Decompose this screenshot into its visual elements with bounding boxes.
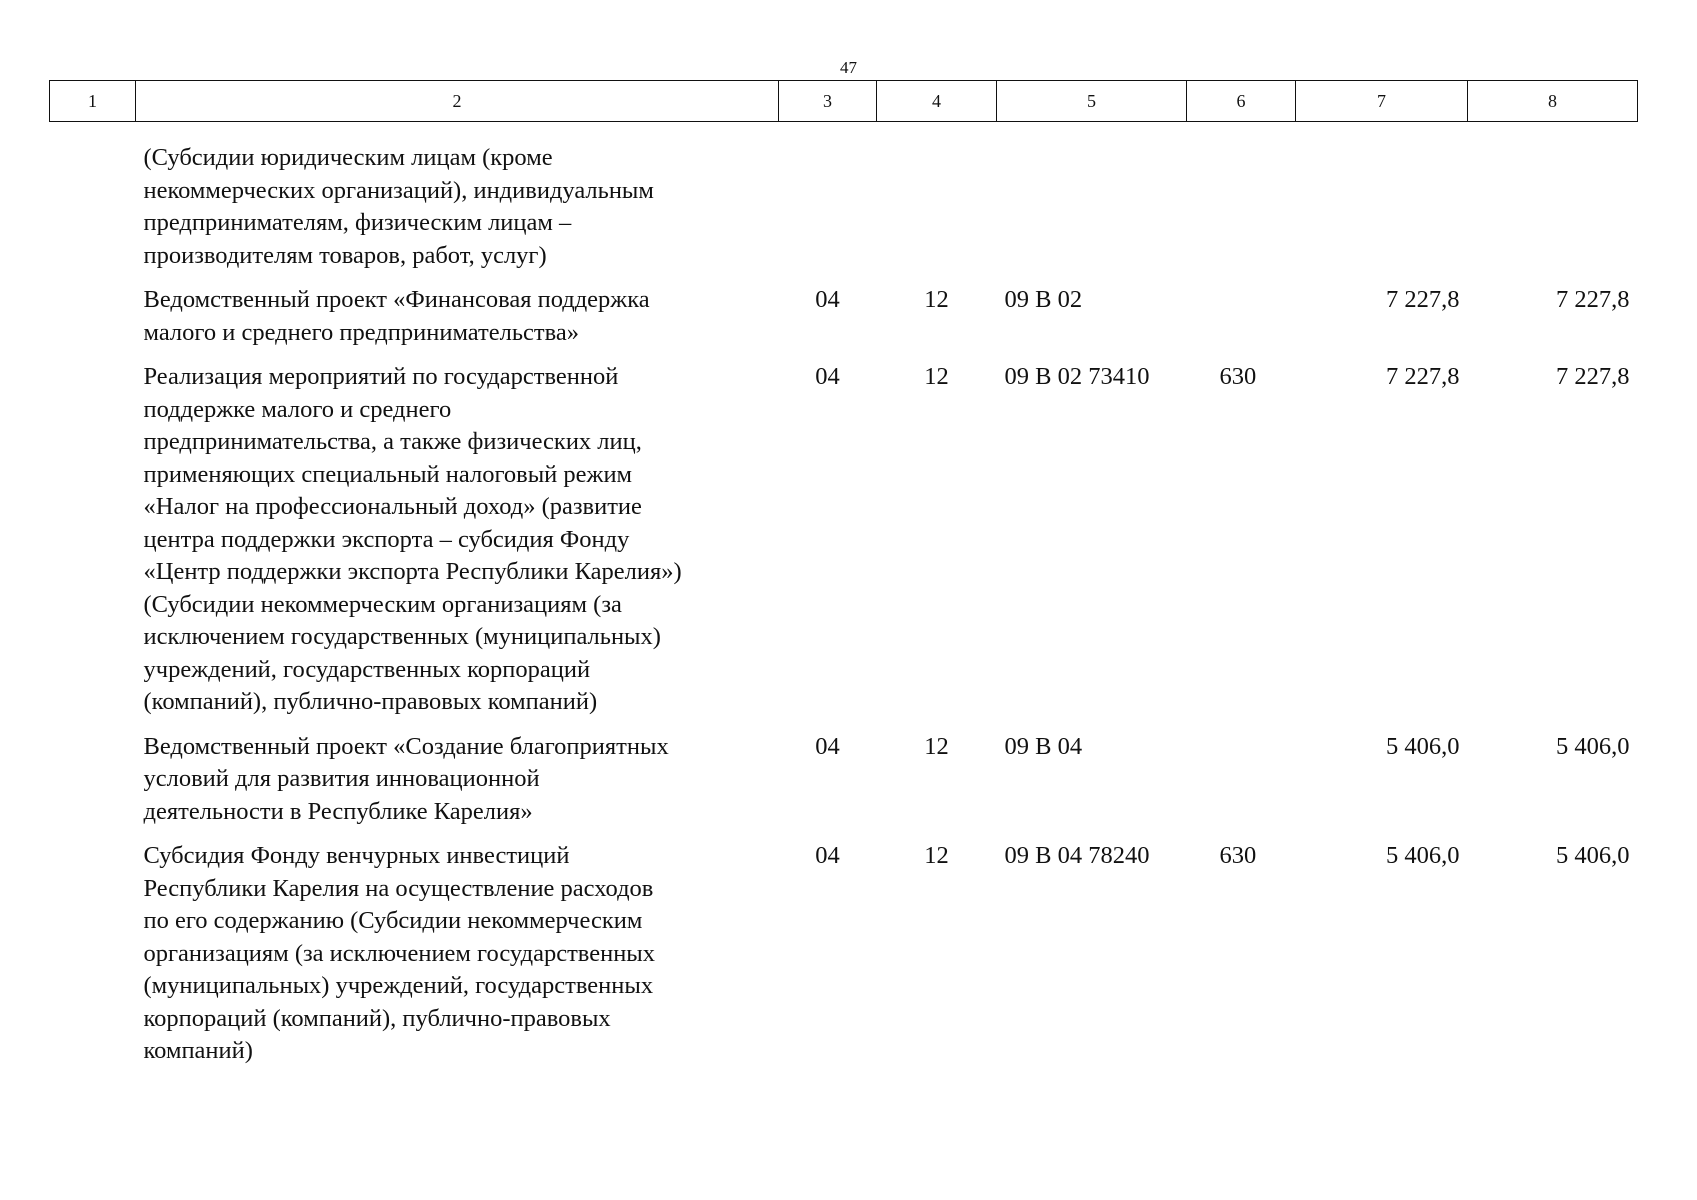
table-row [50, 828, 1638, 1068]
row-expense-type [1187, 122, 1296, 273]
page-number: 47 [840, 58, 857, 77]
budget-table [49, 80, 1638, 1068]
row-name: Реализация мероприятий по государственной поддержке малого и среднего предпринимательства, а также физических лиц, применяющих специальный налоговый режим «Налог на профессиональный доход» (развитие центра поддержки экспорта – субсидия Фонду «Центр поддержки экспорта Республики Карелия») (Субсидии некоммерческим организациям (за исключением государственных (муниципальных) учреждений, государственных корпораций (компаний), публично-правовых компаний) [143, 363, 682, 715]
row-amount-col7: 5 406,0 [1386, 732, 1460, 760]
row-amount-col7: 5 406,0 [1386, 842, 1460, 869]
table-row [50, 272, 1638, 349]
table-row [50, 719, 1638, 829]
row-section: 04 [815, 732, 840, 760]
row-expense-type: 630 [1219, 842, 1257, 869]
row-section: 04 [815, 363, 840, 390]
row-amount-col8: 7 227,8 [1556, 286, 1630, 313]
row-subsection: 12 [924, 363, 949, 390]
row-target-article: 09 В 04 78240 [1004, 842, 1150, 869]
row-amount-col7: 7 227,8 [1386, 363, 1460, 390]
row-subsection: 12 [924, 842, 949, 869]
table-row [50, 349, 1638, 719]
row-target-article: 09 В 02 73410 [1004, 363, 1150, 390]
row-amount-col8: 7 227,8 [1556, 363, 1630, 390]
column-header-4: 4 [877, 81, 997, 122]
row-subsection: 12 [924, 286, 949, 313]
row-expense-type [1187, 272, 1296, 349]
table-header [50, 81, 1638, 122]
row-target-article: 09 В 02 [1004, 286, 1083, 313]
row-amount-col7: 7 227,8 [1386, 286, 1460, 313]
row-amount-col8: 5 406,0 [1556, 842, 1630, 869]
column-header-6: 6 [1187, 81, 1296, 122]
row-target-article [997, 122, 1187, 273]
column-header-2: 2 [136, 81, 779, 122]
table-row [50, 122, 1638, 273]
column-header-8: 8 [1468, 81, 1638, 122]
header-row [50, 81, 1638, 122]
table-body [50, 122, 1638, 1068]
row-section: 04 [815, 286, 840, 313]
row-expense-type [1187, 719, 1296, 829]
row-amount-col7 [1296, 122, 1468, 273]
column-header-3: 3 [779, 81, 877, 122]
row-subsection: 12 [924, 732, 949, 760]
row-amount-col8: 5 406,0 [1556, 732, 1630, 760]
row-name: (Субсидии юридическим лицам (кроме некоммерческих организаций), индивидуальным предпринимателям, физическим лицам – производителям товаров, работ, услуг) [143, 144, 654, 269]
row-name: Субсидия Фонду венчурных инвестиций Республики Карелия на осуществление расходов по его содержанию (Субсидии некоммерческим организациям (за исключением государственных (муниципальных) учреждений, государственных корпораций (компаний), публично-правовых компаний) [143, 842, 656, 1064]
row-section: 04 [815, 842, 840, 869]
row-subsection [877, 122, 997, 273]
row-target-article: 09 В 04 [1004, 732, 1083, 760]
row-amount-col8 [1468, 122, 1638, 273]
row-expense-type: 630 [1219, 363, 1257, 390]
column-header-5: 5 [997, 81, 1187, 122]
column-header-1: 1 [50, 81, 136, 122]
row-name: Ведомственный проект «Создание благоприятных условий для развития инновационной деятельности в Республике Карелия» [143, 732, 669, 825]
row-name: Ведомственный проект «Финансовая поддержка малого и среднего предпринимательства» [143, 286, 650, 346]
column-header-7: 7 [1296, 81, 1468, 122]
row-section [779, 122, 877, 273]
